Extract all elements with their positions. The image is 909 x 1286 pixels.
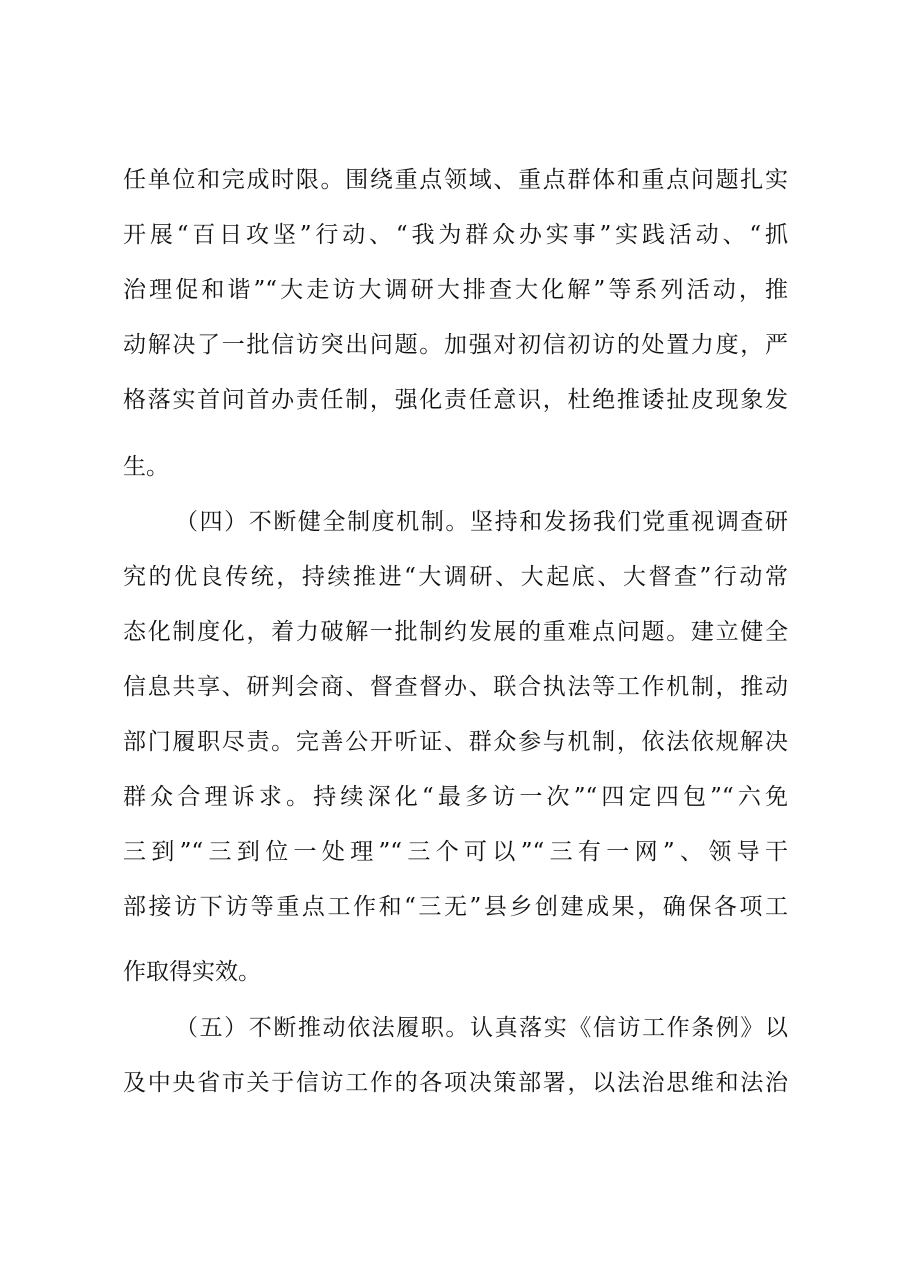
text-line: 究的优良传统，持续推进“大调研、大起底、大督查”行动常 xyxy=(123,564,788,590)
text-line: 动解决了一批信访突出问题。加强对初信初访的处置力度，严 xyxy=(123,332,788,358)
text-line: 生。 xyxy=(123,454,169,480)
text-line: 作取得实效。 xyxy=(123,959,261,985)
text-line: 治理促和谐”“大走访大调研大排查大化解”等系列活动，推 xyxy=(123,277,788,303)
text-line: 部门履职尽责。完善公开听证、群众参与机制，依法依规解决 xyxy=(123,729,788,755)
text-line: 部接访下访等重点工作和“三无”县乡创建成果，确保各项工 xyxy=(123,894,788,920)
text-line: 信息共享、研判会商、督查督办、联合执法等工作机制，推动 xyxy=(123,674,788,700)
text-line: 格落实首问首办责任制，强化责任意识，杜绝推诿扯皮现象发 xyxy=(123,387,788,413)
text-line: 开展“百日攻坚”行动、“我为群众办实事”实践活动、“抓 xyxy=(123,222,788,248)
text-line: 任单位和完成时限。围绕重点领域、重点群体和重点问题扎实 xyxy=(123,167,788,193)
section-heading-line: （五）不断推动依法履职。认真落实《信访工作条例》以 xyxy=(175,1015,788,1041)
text-line: 态化制度化，着力破解一批制约发展的重难点问题。建立健全 xyxy=(123,619,788,645)
text-line: 及中央省市关于信访工作的各项决策部署，以法治思维和法治 xyxy=(123,1070,788,1096)
text-line: 三到”“三到位一处理”“三个可以”“三有一网”、领导干 xyxy=(123,839,788,865)
section-heading-line: （四）不断健全制度机制。坚持和发扬我们党重视调查研 xyxy=(175,509,788,535)
text-line: 群众合理诉求。持续深化“最多访一次”“四定四包”“六免 xyxy=(123,784,788,810)
